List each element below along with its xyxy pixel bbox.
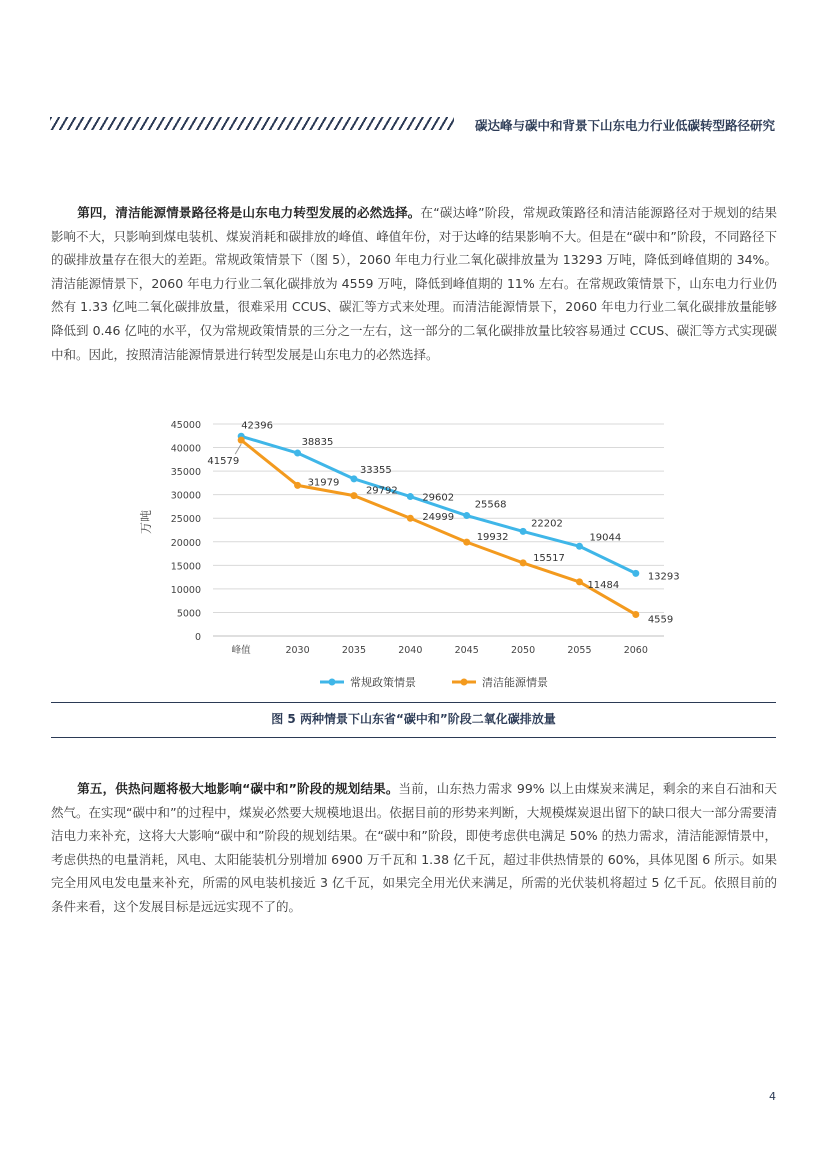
data-label: 33355 <box>359 464 392 476</box>
x-tick-label: 峰值 <box>231 645 251 656</box>
page-number: 4 <box>769 1090 776 1103</box>
y-axis-ticks <box>171 420 201 643</box>
x-tick-label: 2055 <box>567 645 592 656</box>
y-tick-label: 25000 <box>170 514 201 526</box>
y-tick-label: 35000 <box>170 467 201 479</box>
header-hatch-decoration <box>50 117 454 130</box>
data-point <box>632 611 639 618</box>
y-tick-label: 45000 <box>170 420 201 431</box>
data-label: 42396 <box>241 420 273 432</box>
series-line-policy <box>241 436 636 573</box>
paragraph-fifth-point <box>51 777 777 919</box>
data-label: 19044 <box>589 532 622 544</box>
y-tick-label: 10000 <box>170 584 201 596</box>
y-axis-title-group <box>138 510 153 534</box>
caption-bottom-rule <box>51 737 776 738</box>
y-tick-label: 40000 <box>170 443 201 455</box>
data-point <box>520 528 527 535</box>
caption-top-rule <box>51 702 776 703</box>
chart-legend <box>320 675 548 689</box>
chart-data-labels <box>207 420 679 625</box>
paragraph-lead: 第五，供热问题将极大地影响“碳中和”阶段的规划结果。 <box>77 781 399 796</box>
legend-label: 常规政策情景 <box>350 676 416 689</box>
y-tick-label: 5000 <box>176 608 201 620</box>
x-tick-label: 2050 <box>510 645 536 656</box>
data-point <box>576 578 583 585</box>
data-point <box>350 475 357 482</box>
data-point <box>463 512 470 519</box>
x-tick-label: 2035 <box>341 645 367 656</box>
data-label: 24999 <box>422 512 455 524</box>
data-label: 4559 <box>647 614 674 626</box>
leader-line <box>235 444 241 454</box>
running-header-title: 碳达峰与碳中和背景下山东电力行业低碳转型路径研究 <box>474 118 775 133</box>
emissions-line-chart <box>50 405 776 700</box>
series-line-clean <box>241 440 636 614</box>
y-tick-label: 0 <box>194 632 201 643</box>
data-point <box>294 482 301 489</box>
y-tick-label: 30000 <box>170 490 201 502</box>
data-point <box>407 493 414 500</box>
data-label: 22202 <box>531 518 563 530</box>
data-point <box>238 437 245 444</box>
paragraph-lead: 第四，清洁能源情景路径将是山东电力转型发展的必然选择。 <box>77 205 421 220</box>
data-point <box>632 570 639 577</box>
data-point <box>294 450 301 457</box>
data-label: 25568 <box>474 499 507 511</box>
data-point <box>350 492 357 499</box>
data-label: 11484 <box>587 579 620 591</box>
data-label: 13293 <box>647 571 680 583</box>
figure-caption: 图 5 两种情景下山东省“碳中和”阶段二氧化碳排放量 <box>271 712 556 726</box>
x-axis-ticks <box>232 644 648 656</box>
data-label: 38835 <box>301 437 334 449</box>
y-axis-title: 万吨 <box>139 509 153 535</box>
data-label: 41579 <box>207 456 240 468</box>
data-point <box>576 543 583 550</box>
y-tick-label: 15000 <box>170 561 201 573</box>
data-point <box>407 515 414 522</box>
x-tick-label: 2040 <box>398 645 423 656</box>
legend-swatch-marker <box>329 679 336 686</box>
paragraph-fourth-point <box>51 201 777 366</box>
data-label: 15517 <box>533 552 565 564</box>
data-point <box>520 559 527 566</box>
data-label: 31979 <box>307 477 340 489</box>
paragraph-body: 当前，山东热力需求 99% 以上由煤炭来满足，剩余的来自石油和天然气。在实现“碳中和”的过程中，煤炭必然要大规模地退出。依据目前的形势来判断，大规模煤炭退出留下的缺口很大一部分需要清洁电力来补充，这将大大影响“碳中和”阶段的规划结果。在“碳中和”阶段，即使考虑供电满足 50% 的热力需求，清洁能源情景中，考虑供热的电量消耗，风电、太阳能装机分别增加 6900 万千瓦和 1.38 亿千瓦，超过非供热情景的 60%，具体见图 6 所示。如果完全用风电发电量来补充，所需的风电装机接近 3 亿千瓦，如果完全用光伏来满足，所需的光伏装机将超过 5 亿千瓦。依照目前的条件来看，这个发展目标是远远实现不了的。 <box>51 781 778 914</box>
x-tick-label: 2060 <box>623 645 648 656</box>
x-tick-label: 2045 <box>454 645 479 656</box>
legend-label: 清洁能源情景 <box>482 676 548 689</box>
y-tick-label: 20000 <box>170 537 201 549</box>
chart-series <box>238 433 640 618</box>
data-label: 19932 <box>476 532 509 544</box>
data-label: 29602 <box>422 492 455 504</box>
data-point <box>463 539 470 546</box>
data-label: 29792 <box>365 485 398 497</box>
paragraph-body: 在“碳达峰”阶段，常规政策路径和清洁能源路径对于规划的结果影响不大，只影响到煤电装机、煤炭消耗和碳排放的峰值、峰值年份，对于达峰的结果影响不大。但是在“碳中和”阶段，不同路径下的碳排放量存在很大的差距。常规政策情景下（图 5），2060 年电力行业二氧化碳排放量为 13293 万吨，降低到峰值期的 34%。清洁能源情景下，2060 年电力行业二氧化碳排放为 4559 万吨，降低到峰值期的 11% 左右。在常规政策情景下，山东电力行业仍然有 1.33 亿吨二氧化碳排放量，很难采用 CCUS、碳汇等方式来处理。而清洁能源情景下，2060 年电力行业二氧化碳排放量能够降低到 0.46 亿吨的水平，仅为常规政策情景的三分之一左右，这一部分的二氧化碳排放量比较容易通过 CCUS、碳汇等方式实现碳中和。因此，按照清洁能源情景进行转型发展是山东电力的必然选择。 <box>51 205 777 362</box>
legend-swatch-marker <box>461 679 468 686</box>
x-tick-label: 2030 <box>285 645 310 656</box>
